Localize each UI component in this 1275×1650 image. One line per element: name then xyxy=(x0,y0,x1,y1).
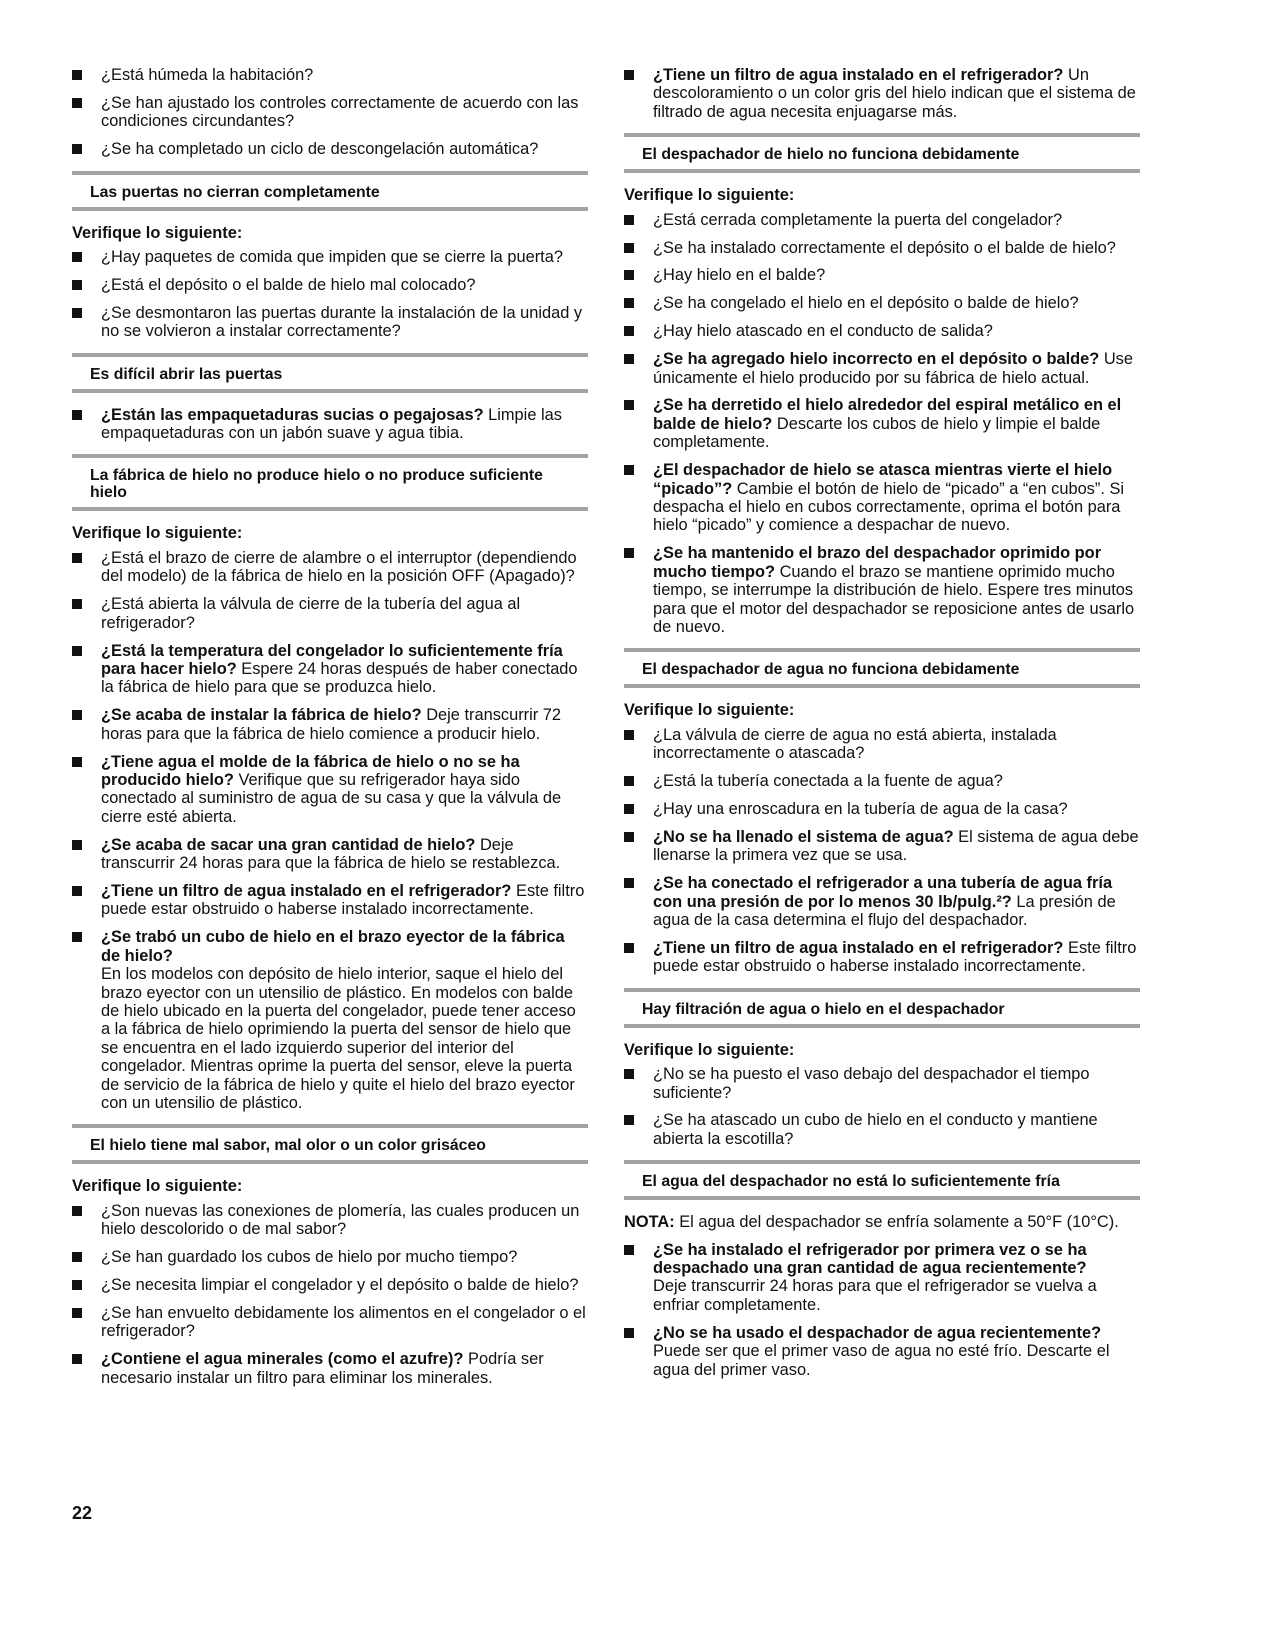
list-item xyxy=(72,1350,588,1387)
bullet-square-icon xyxy=(72,70,82,80)
item-question: ¿Tiene agua el molde de la fábrica de hielo o no se ha producido hielo? xyxy=(101,752,520,789)
section-header: El agua del despachador no está lo suficientemente fría xyxy=(624,1160,1140,1200)
list-item xyxy=(72,406,588,443)
section-header: El hielo tiene mal sabor, mal olor o un color grisáceo xyxy=(72,1124,588,1164)
bullet-square-icon xyxy=(624,1115,634,1125)
list-item xyxy=(72,882,588,919)
list-item xyxy=(72,753,588,827)
note-label: NOTA: xyxy=(624,1213,675,1232)
right-column xyxy=(624,66,1140,1389)
list-item xyxy=(624,396,1140,451)
bullet-square-icon xyxy=(624,776,634,786)
item-question: ¿Tiene un filtro de agua instalado en el refrigerador? xyxy=(101,881,512,900)
bullet-square-icon xyxy=(72,98,82,108)
item-question: ¿No se ha usado el despachador de agua recientemente? xyxy=(653,1323,1102,1342)
left-column xyxy=(72,66,588,1397)
item-text: El sistema de agua debe llenarse la primera vez que se usa. xyxy=(653,827,1139,865)
list-item xyxy=(72,836,588,873)
list-item xyxy=(72,595,588,632)
bullet-square-icon xyxy=(624,326,634,336)
list-item xyxy=(72,1248,588,1266)
bullet-square-icon xyxy=(72,932,82,942)
list-item xyxy=(624,726,1140,763)
bullet-square-icon xyxy=(72,553,82,563)
bullet-square-icon xyxy=(72,144,82,154)
verify-label: Verifique lo siguiente: xyxy=(72,223,243,242)
item-question: ¿Se ha conectado el refrigerador a una tubería de agua fría con una presión de por lo menos 30 lb/pulg.²? xyxy=(653,874,1113,911)
bullet-square-icon xyxy=(624,730,634,740)
section-header: Hay filtración de agua o hielo en el despachador xyxy=(624,988,1140,1028)
list-item xyxy=(624,239,1140,257)
verify-label: Verifique lo siguiente: xyxy=(624,186,795,205)
list-item xyxy=(624,461,1140,535)
bullet-square-icon xyxy=(624,400,634,410)
item-text: Deje transcurrir 24 horas para que el refrigerador se vuelva a enfriar completamente. xyxy=(653,1277,1097,1314)
item-question: ¿No se ha llenado el sistema de agua? xyxy=(653,827,954,846)
note-paragraph xyxy=(624,1213,1140,1231)
bullet-square-icon xyxy=(72,840,82,850)
bullet-square-icon xyxy=(624,354,634,364)
bullet-square-icon xyxy=(72,886,82,896)
item-text: ¿Está el brazo de cierre de alambre o el interruptor (dependiendo del modelo) de la fábrica de hielo en la posición OFF (Apagado)? xyxy=(101,548,577,586)
list-item xyxy=(624,939,1140,976)
bullet-square-icon xyxy=(72,252,82,262)
bullet-square-icon xyxy=(624,804,634,814)
item-text: ¿Se desmontaron las puertas durante la instalación de la unidad y no se volvieron a instalar correctamente? xyxy=(101,303,583,341)
item-text: Verifique que su refrigerador haya sido conectado al suministro de agua de su casa y que la válvula de cierre esté abierta. xyxy=(101,770,562,826)
item-question: ¿Contiene el agua minerales (como el azufre)? xyxy=(101,1350,464,1369)
item-text: Puede ser que el primer vaso de agua no esté frío. Descarte el agua del primer vaso. xyxy=(653,1342,1110,1379)
item-question: ¿Se trabó un cubo de hielo en el brazo eyector de la fábrica de hielo? xyxy=(101,928,565,965)
item-question: ¿Se ha mantenido el brazo del despachador oprimido por mucho tiempo? xyxy=(653,544,1102,581)
item-text: ¿Se han guardado los cubos de hielo por mucho tiempo? xyxy=(101,1248,518,1267)
list-item xyxy=(624,544,1140,636)
item-text: ¿Hay hielo atascado en el conducto de salida? xyxy=(653,322,993,341)
list-item xyxy=(72,706,588,743)
bullet-square-icon xyxy=(72,280,82,290)
bullet-square-icon xyxy=(72,1308,82,1318)
item-text: Descarte los cubos de hielo y limpie el balde completamente. xyxy=(653,414,1101,452)
list-item xyxy=(72,1304,588,1341)
list-item xyxy=(624,294,1140,312)
verify-label: Verifique lo siguiente: xyxy=(72,524,243,543)
item-question: ¿Se acaba de instalar la fábrica de hielo? xyxy=(101,706,422,725)
bullet-square-icon xyxy=(624,943,634,953)
list-item xyxy=(72,94,588,131)
item-text: La presión de agua de la casa determina el flujo del despachador. xyxy=(653,892,1116,929)
item-question: ¿Tiene un filtro de agua instalado en el refrigerador? xyxy=(653,66,1064,84)
bullet-square-icon xyxy=(624,215,634,225)
list-item xyxy=(72,248,588,266)
item-text: ¿Se necesita limpiar el congelador y el depósito o balde de hielo? xyxy=(101,1275,579,1294)
list-item xyxy=(624,828,1140,865)
item-text: ¿Hay paquetes de comida que impiden que se cierre la puerta? xyxy=(101,248,563,267)
bullet-square-icon xyxy=(624,298,634,308)
list-item xyxy=(72,1202,588,1239)
list-item xyxy=(624,350,1140,387)
item-text: Podría ser necesario instalar un filtro para eliminar los minerales. xyxy=(101,1350,544,1387)
list-item xyxy=(624,772,1140,790)
item-question: ¿Se ha agregado hielo incorrecto en el depósito o balde? xyxy=(653,350,1100,369)
item-question: ¿Se acaba de sacar una gran cantidad de hielo? xyxy=(101,835,476,854)
item-text: ¿La válvula de cierre de agua no está abierta, instalada incorrectamente o atascada? xyxy=(653,725,1057,763)
page-number: 22 xyxy=(72,1503,93,1523)
section-header: El despachador de agua no funciona debidamente xyxy=(624,648,1140,688)
item-text: ¿Se ha completado un ciclo de descongelación automática? xyxy=(101,140,539,159)
bullet-square-icon xyxy=(72,1354,82,1364)
item-text: Un descoloramiento o un color gris del hielo indican que el sistema de filtrado de agua necesita enjuagarse más. xyxy=(653,66,1136,121)
list-item xyxy=(624,1111,1140,1148)
item-text: Cambie el botón de hielo de “picado” a “en cubos”. Si despacha el hielo en cubos correctamente, oprima el botón para hielo “picado” y comience a despachar de nuevo. xyxy=(653,479,1125,535)
bullet-square-icon xyxy=(72,308,82,318)
bullet-square-icon xyxy=(624,1245,634,1255)
item-question: ¿Se ha instalado el refrigerador por primera vez o se ha despachado una gran cantidad de agua recientemente? xyxy=(653,1240,1087,1278)
list-item xyxy=(624,266,1140,284)
item-text: Este filtro puede estar obstruido o haberse instalado incorrectamente. xyxy=(653,938,1137,976)
item-text: ¿Está la tubería conectada a la fuente de agua? xyxy=(653,772,1003,791)
bullet-square-icon xyxy=(624,465,634,475)
section-header: Las puertas no cierran completamente xyxy=(72,171,588,211)
item-text: ¿Hay una enroscadura en la tubería de agua de la casa? xyxy=(653,799,1068,818)
item-text: ¿No se ha puesto el vaso debajo del despachador el tiempo suficiente? xyxy=(653,1065,1090,1102)
list-item xyxy=(624,800,1140,818)
item-text: ¿Está el depósito o el balde de hielo mal colocado? xyxy=(101,275,476,294)
section-header: La fábrica de hielo no produce hielo o no produce suficiente hielo xyxy=(72,454,588,511)
bullet-square-icon xyxy=(624,70,634,80)
item-text: ¿Se ha congelado el hielo en el depósito o balde de hielo? xyxy=(653,294,1079,313)
list-item xyxy=(72,304,588,341)
bullet-square-icon xyxy=(72,1252,82,1262)
note-text: El agua del despachador se enfría solamente a 50°F (10°C). xyxy=(674,1213,1119,1232)
item-text: Deje transcurrir 72 horas para que la fábrica de hielo comience a producir hielo. xyxy=(101,706,562,743)
bullet-square-icon xyxy=(72,410,82,420)
bullet-square-icon xyxy=(624,832,634,842)
item-text: ¿Está húmeda la habitación? xyxy=(101,66,314,84)
list-item xyxy=(72,140,588,158)
bullet-square-icon xyxy=(72,710,82,720)
list-item xyxy=(624,66,1140,121)
item-text: ¿Son nuevas las conexiones de plomería, las cuales producen un hielo descolorido o de mal sabor? xyxy=(101,1201,580,1239)
list-item xyxy=(624,1065,1140,1102)
item-question: ¿Está la temperatura del congelador lo suficientemente fría para hacer hielo? xyxy=(101,641,563,678)
bullet-square-icon xyxy=(624,548,634,558)
bullet-square-icon xyxy=(624,270,634,280)
item-question: ¿El despachador de hielo se atasca mientras vierte el hielo “picado”? xyxy=(653,461,1113,498)
list-item xyxy=(72,549,588,586)
bullet-square-icon xyxy=(624,1328,634,1338)
bullet-square-icon xyxy=(72,646,82,656)
bullet-square-icon xyxy=(72,1280,82,1290)
section-header: El despachador de hielo no funciona debidamente xyxy=(624,133,1140,173)
section-header: Es difícil abrir las puertas xyxy=(72,353,588,393)
item-question: ¿Tiene un filtro de agua instalado en el refrigerador? xyxy=(653,938,1064,957)
verify-label: Verifique lo siguiente: xyxy=(624,1040,795,1059)
item-question: ¿Se ha derretido el hielo alrededor del espiral metálico en el balde de hielo? xyxy=(653,396,1122,433)
item-text: ¿Se ha instalado correctamente el depósito o el balde de hielo? xyxy=(653,238,1116,257)
item-text: ¿Está abierta la válvula de cierre de la tubería del agua al refrigerador? xyxy=(101,595,521,632)
list-item xyxy=(72,928,588,1112)
list-item xyxy=(624,211,1140,229)
list-item xyxy=(624,1324,1140,1379)
list-item xyxy=(72,1276,588,1294)
item-text: Use únicamente el hielo producido por su fábrica de hielo actual. xyxy=(653,350,1133,387)
item-text: ¿Se ha atascado un cubo de hielo en el conducto y mantiene abierta la escotilla? xyxy=(653,1111,1098,1148)
item-text: Este filtro puede estar obstruido o haberse instalado incorrectamente. xyxy=(101,881,585,919)
bullet-square-icon xyxy=(624,878,634,888)
item-text: Cuando el brazo se mantiene oprimido mucho tiempo, se interrumpe la distribución de hielo. Espere tres minutos para que el motor del despachador se reposicione antes de usarlo de nuevo. xyxy=(653,562,1135,636)
item-question: ¿Están las empaquetaduras sucias o pegajosas? xyxy=(101,405,484,424)
bullet-square-icon xyxy=(624,1069,634,1079)
item-text: ¿Está cerrada completamente la puerta del congelador? xyxy=(653,210,1063,229)
bullet-square-icon xyxy=(624,243,634,253)
list-item xyxy=(72,66,588,84)
item-text: Espere 24 horas después de haber conectado la fábrica de hielo para que se produzca hielo. xyxy=(101,659,578,697)
item-text: ¿Se han ajustado los controles correctamente de acuerdo con las condiciones circundantes? xyxy=(101,93,579,131)
item-text: ¿Hay hielo en el balde? xyxy=(653,266,826,285)
item-text: ¿Se han envuelto debidamente los alimentos en el congelador o el refrigerador? xyxy=(101,1303,586,1341)
list-item xyxy=(624,874,1140,929)
list-item xyxy=(72,276,588,294)
verify-label: Verifique lo siguiente: xyxy=(624,701,795,720)
list-item xyxy=(624,322,1140,340)
item-text: Deje transcurrir 24 horas para que la fábrica de hielo se restablezca. xyxy=(101,835,561,873)
list-item xyxy=(72,642,588,697)
bullet-square-icon xyxy=(72,1206,82,1216)
bullet-square-icon xyxy=(72,599,82,609)
verify-label: Verifique lo siguiente: xyxy=(72,1177,243,1196)
list-item xyxy=(624,1241,1140,1315)
bullet-square-icon xyxy=(72,757,82,767)
item-text: En los modelos con depósito de hielo interior, saque el hielo del brazo eyector con un utensilio de plástico. En modelos con balde de hielo ubicado en la puerta del congelador, puede tener acceso a la fábrica de hielo oprimiendo la puerta del sensor de hielo que se encuentra en el lado izquierdo superior del interior del congelador. Mientras oprime la puerta del sensor, eleve la puerta de servicio de la fábrica de hielo y quite el hielo del brazo eyector con un utensilio de plástico. xyxy=(101,965,576,1112)
item-text: Limpie las empaquetaduras con un jabón suave y agua tibia. xyxy=(101,405,562,443)
